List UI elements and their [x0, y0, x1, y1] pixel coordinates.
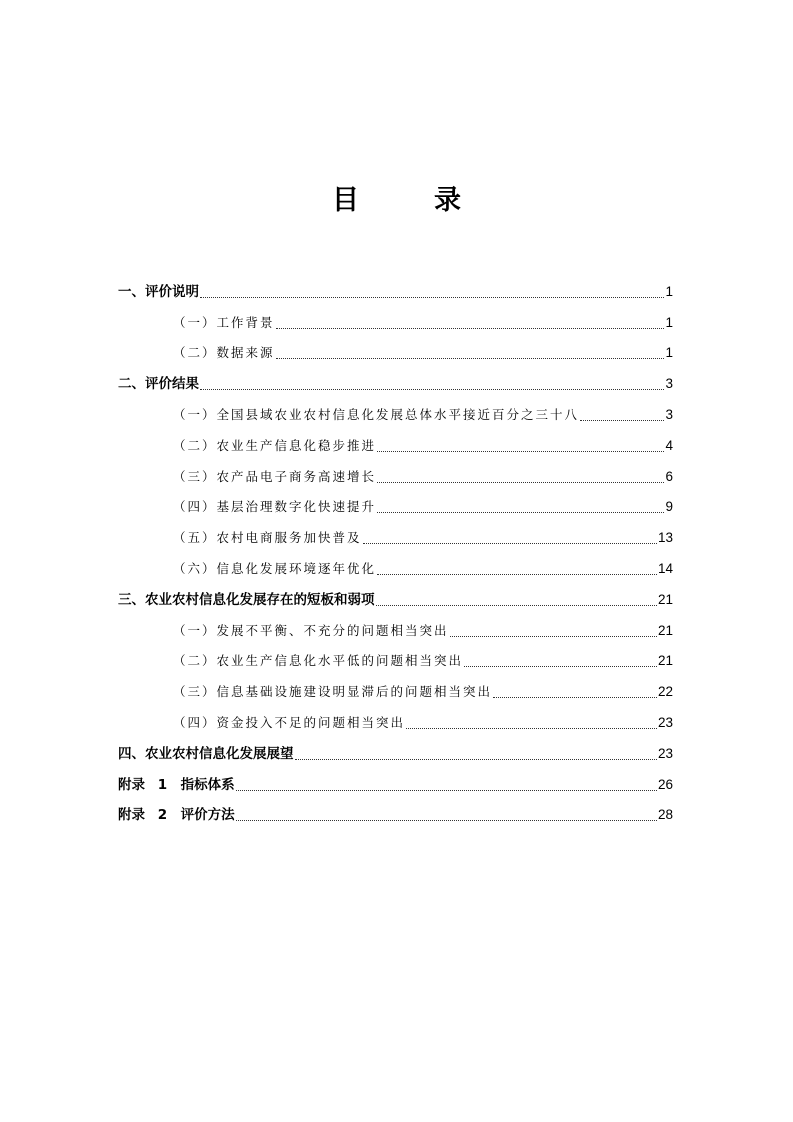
- toc-entry[interactable]: [118, 706, 673, 737]
- toc-entry-label: 一、评价说明: [118, 283, 199, 300]
- toc-entry[interactable]: [118, 306, 673, 337]
- toc-entry[interactable]: [118, 460, 673, 491]
- toc-page-number: 1: [665, 314, 673, 330]
- toc-dot-leader: [464, 666, 657, 667]
- toc-dot-leader: [580, 420, 664, 421]
- toc-entry-label: 二、评价结果: [118, 376, 199, 393]
- toc-dot-leader: [236, 790, 657, 791]
- toc-entry-label: （三）信息基础设施建设明显滞后的问题相当突出: [173, 684, 493, 700]
- toc-page-number: 1: [665, 345, 673, 361]
- toc-page-number: 4: [665, 437, 673, 453]
- toc-page-number: 26: [657, 776, 673, 792]
- toc-dot-leader: [295, 759, 657, 760]
- toc-entry[interactable]: [118, 367, 673, 398]
- toc-page-number: 23: [657, 714, 673, 730]
- toc-page-number: 14: [657, 560, 673, 576]
- toc-entry-label: 附录 1 指标体系: [118, 776, 235, 793]
- toc-entry-label: （三）农产品电子商务高速增长: [173, 468, 377, 484]
- toc-page-number: 21: [657, 591, 673, 607]
- toc-dot-leader: [363, 543, 657, 544]
- toc-entry[interactable]: [118, 552, 673, 583]
- toc-entry-label: （一）全国县域农业农村信息化发展总体水平接近百分之三十八: [173, 406, 580, 422]
- toc-dot-leader: [200, 297, 664, 298]
- page-title: 目 录: [332, 185, 485, 216]
- table-of-contents: [118, 275, 673, 829]
- toc-entry[interactable]: [118, 583, 673, 614]
- toc-entry[interactable]: [118, 337, 673, 368]
- toc-entry-label: （二）农业生产信息化水平低的问题相当突出: [173, 653, 464, 669]
- toc-dot-leader: [377, 574, 657, 575]
- toc-dot-leader: [493, 697, 657, 698]
- toc-entry-label: （一）发展不平衡、不充分的问题相当突出: [173, 622, 449, 638]
- toc-page-number: 6: [665, 468, 673, 484]
- toc-entry-label: 三、农业农村信息化发展存在的短板和弱项: [118, 591, 375, 608]
- toc-entry[interactable]: [118, 799, 673, 830]
- toc-entry-label: （四）基层治理数字化快速提升: [173, 499, 377, 515]
- toc-entry[interactable]: [118, 614, 673, 645]
- toc-dot-leader: [377, 512, 664, 513]
- toc-page-number: 3: [665, 376, 673, 392]
- toc-page-number: 28: [657, 807, 673, 823]
- toc-dot-leader: [376, 605, 657, 606]
- toc-page-number: 3: [665, 406, 673, 422]
- toc-dot-leader: [276, 328, 665, 329]
- toc-dot-leader: [236, 820, 657, 821]
- toc-page-number: 13: [657, 530, 673, 546]
- toc-page-number: 21: [657, 653, 673, 669]
- toc-dot-leader: [377, 451, 664, 452]
- toc-dot-leader: [406, 728, 657, 729]
- toc-entry[interactable]: [118, 398, 673, 429]
- toc-entry[interactable]: [118, 737, 673, 768]
- toc-dot-leader: [377, 482, 664, 483]
- toc-page-number: 9: [665, 499, 673, 515]
- toc-dot-leader: [276, 358, 665, 359]
- toc-page-number: 22: [657, 684, 673, 700]
- toc-dot-leader: [450, 636, 657, 637]
- toc-entry-label: 附录 2 评价方法: [118, 807, 235, 824]
- toc-entry-label: （六）信息化发展环境逐年优化: [173, 560, 377, 576]
- toc-entry[interactable]: [118, 768, 673, 799]
- toc-entry[interactable]: [118, 521, 673, 552]
- toc-entry-label: （二）数据来源: [173, 345, 275, 361]
- toc-entry-label: （一）工作背景: [173, 314, 275, 330]
- toc-entry-label: （四）资金投入不足的问题相当突出: [173, 714, 406, 730]
- toc-entry[interactable]: [118, 275, 673, 306]
- toc-dot-leader: [200, 389, 664, 390]
- toc-page-number: 21: [657, 622, 673, 638]
- toc-page-number: 23: [657, 745, 673, 761]
- toc-entry-label: （二）农业生产信息化稳步推进: [173, 437, 377, 453]
- toc-entry[interactable]: [118, 429, 673, 460]
- toc-entry[interactable]: [118, 645, 673, 676]
- toc-entry[interactable]: [118, 675, 673, 706]
- toc-page-number: 1: [665, 283, 673, 299]
- toc-entry-label: 四、农业农村信息化发展展望: [118, 745, 294, 762]
- toc-entry[interactable]: [118, 491, 673, 522]
- toc-entry-label: （五）农村电商服务加快普及: [173, 530, 362, 546]
